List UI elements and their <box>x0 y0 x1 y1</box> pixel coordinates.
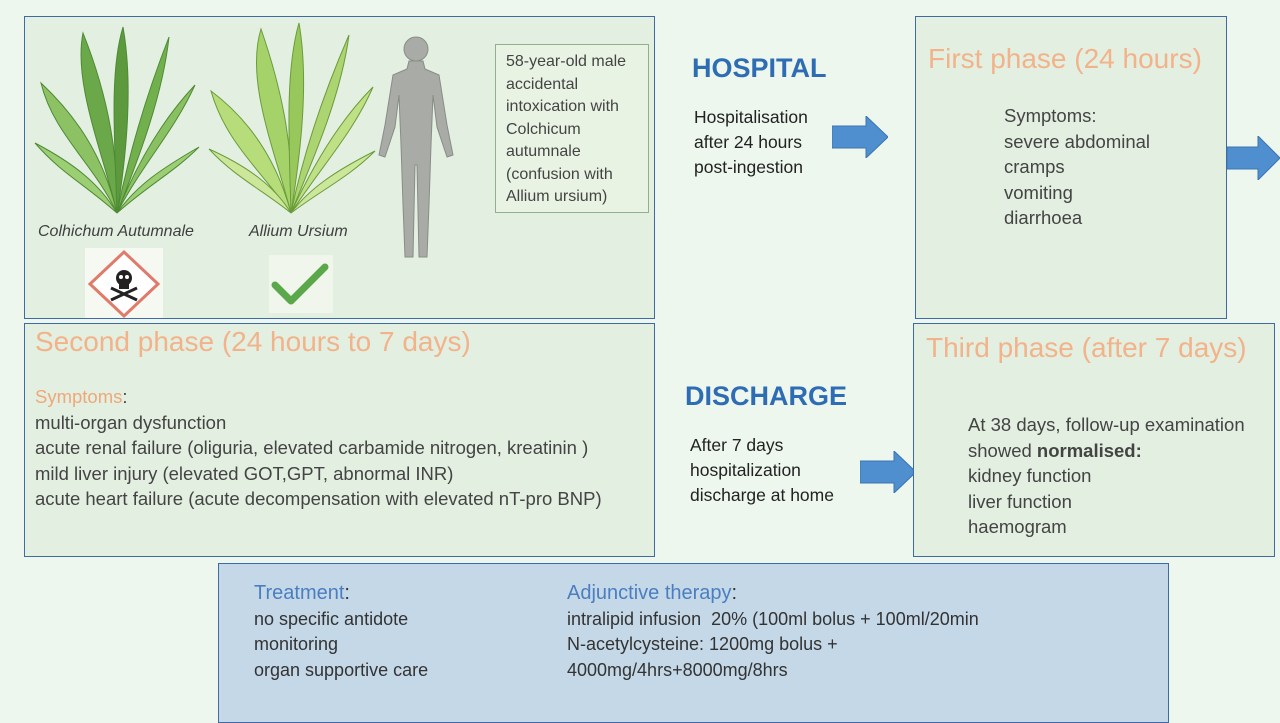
adjunctive-line: N-acetylcysteine: 1200mg bolus + <box>567 634 838 654</box>
treatment-panel <box>218 563 1169 723</box>
human-figure-icon <box>375 35 457 267</box>
patient-line: Allium ursium) <box>506 188 608 205</box>
patient-line: intoxication with <box>506 98 619 115</box>
treatment-lines <box>254 607 428 684</box>
discharge-line: discharge at home <box>690 485 834 505</box>
first-phase-text <box>1004 103 1150 231</box>
phase2-line: acute heart failure (acute decompensation with elevated nT-pro BNP) <box>35 488 602 509</box>
treatment-line: no specific antidote <box>254 608 409 629</box>
phase2-line: mild liver injury (elevated GOT,GPT, abnormal INR) <box>35 462 454 484</box>
phase1-line: cramps <box>1004 156 1065 177</box>
arrow-right-icon <box>832 116 888 158</box>
discharge-line: After 7 days <box>690 435 784 455</box>
hospital-title: HOSPITAL <box>692 53 827 83</box>
phase3-normalised: normalised: <box>1036 439 1142 461</box>
skull-hazard-icon <box>85 248 163 318</box>
colchicum-label: Colhichum Autumnale <box>38 223 194 240</box>
patient-info-box <box>495 44 649 213</box>
phase1-line: severe abdominal <box>1004 130 1151 152</box>
patient-line: accidental <box>506 75 579 93</box>
treatment-colon: : <box>344 582 350 604</box>
arrow-right-icon <box>1227 136 1280 180</box>
phase3-item: haemogram <box>968 516 1067 537</box>
patient-line: (confusion with <box>506 165 613 183</box>
third-phase-title: Third phase (after 7 days) <box>926 332 1247 363</box>
adjunctive-heading <box>567 581 979 607</box>
phase3-list <box>968 463 1245 540</box>
patient-line: autumnale <box>506 143 581 160</box>
adjunctive-label: Adjunctive therapy <box>567 582 732 604</box>
first-phase-panel <box>915 16 1227 319</box>
treatment-label: Treatment <box>254 582 345 604</box>
hospital-line: after 24 hours <box>694 132 802 152</box>
second-phase-panel <box>24 323 655 557</box>
hospital-line: Hospitalisation <box>694 107 808 127</box>
phase2-line: multi-organ dysfunction <box>35 411 227 433</box>
symptoms-label: Symptoms <box>35 386 123 407</box>
phase3-item: liver function <box>968 490 1072 512</box>
case-panel <box>24 16 655 319</box>
symptoms-colon: : <box>122 386 128 407</box>
adjunctive-lines <box>567 607 979 684</box>
third-phase-panel <box>913 323 1275 557</box>
third-phase-text <box>968 412 1245 540</box>
phase1-line: diarrhoea <box>1004 207 1083 228</box>
hospital-line: post-ingestion <box>694 157 803 177</box>
treatment-column <box>254 581 428 683</box>
symptoms-heading <box>35 384 602 410</box>
phase3-line: At 38 days, follow-up examination <box>968 414 1245 435</box>
colchicum-plant-illustration <box>33 23 201 223</box>
phase3-item: kidney function <box>968 465 1092 486</box>
phase1-line: vomiting <box>1004 181 1073 203</box>
treatment-line: monitoring <box>254 634 339 654</box>
allium-plant-illustration <box>205 21 377 223</box>
second-phase-text <box>35 384 602 512</box>
treatment-heading <box>254 581 428 607</box>
treatment-line: organ supportive care <box>254 659 429 680</box>
checkmark-icon <box>269 255 333 313</box>
phase2-line: acute renal failure (oliguria, elevated carbamide nitrogen, kreatinin ) <box>35 437 589 458</box>
phase1-line: Symptoms: <box>1004 105 1097 126</box>
phase3-prefix: showed <box>968 439 1037 461</box>
patient-line: 58-year-old male <box>506 53 627 70</box>
adjunctive-line: 4000mg/4hrs+8000mg/8hrs <box>567 659 788 680</box>
arrow-right-icon <box>860 451 916 493</box>
phase3-normalised-line <box>968 438 1245 464</box>
second-phase-lines <box>35 410 602 512</box>
adjunctive-line: intralipid infusion 20% (100ml bolus + 100ml/20min <box>567 608 979 629</box>
discharge-title: DISCHARGE <box>685 381 848 411</box>
discharge-line: hospitalization <box>690 460 801 480</box>
adjunctive-column <box>567 581 979 683</box>
patient-line: Colchicum <box>506 120 581 138</box>
second-phase-title: Second phase (24 hours to 7 days) <box>35 326 471 357</box>
first-phase-title: First phase (24 hours) <box>928 43 1202 74</box>
adjunctive-colon: : <box>731 582 738 604</box>
discharge-text <box>690 433 834 508</box>
patient-info-text <box>506 51 638 209</box>
hospital-text <box>694 105 808 180</box>
allium-label: Allium Ursium <box>249 223 348 240</box>
